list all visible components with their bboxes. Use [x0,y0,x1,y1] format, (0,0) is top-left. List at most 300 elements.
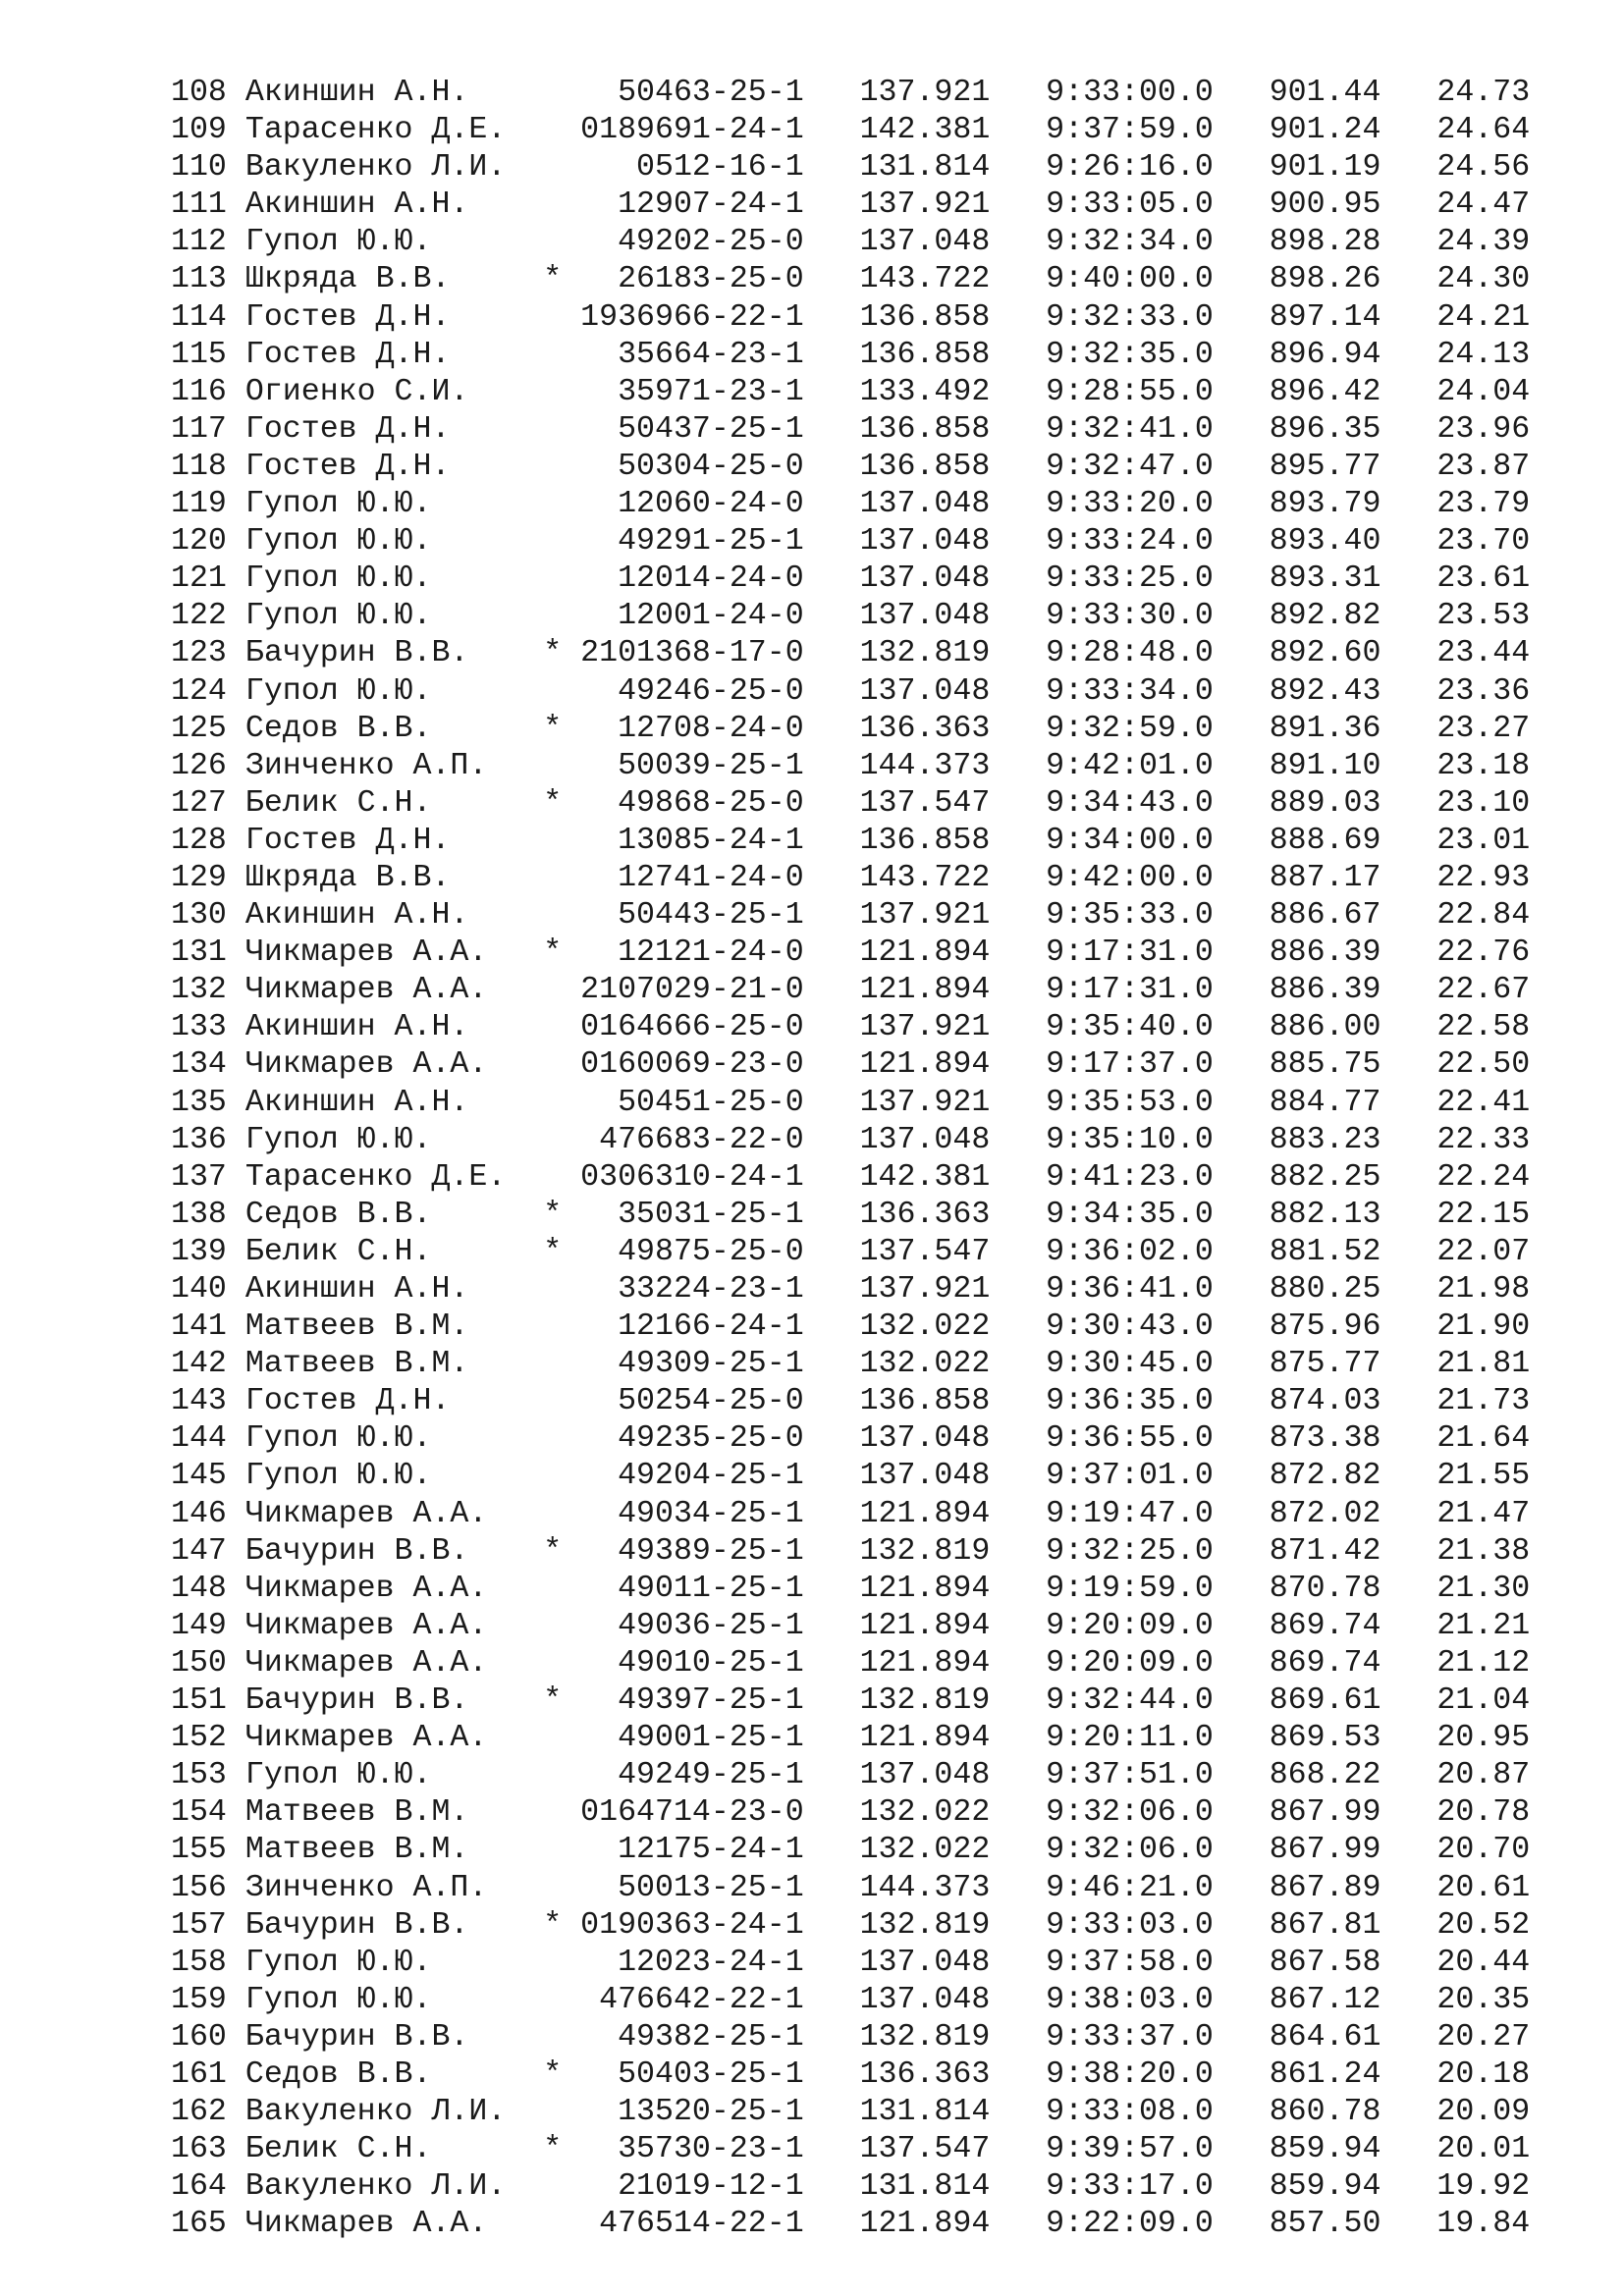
ring-number: 2107029-21-0 [580,973,804,1008]
mark [543,300,562,335]
speed: 892.43 [1269,673,1381,709]
fancier-name: Гупол Ю.Ю. [244,599,544,634]
table-row [171,112,1530,149]
points: 21.64 [1436,1421,1531,1457]
table-row [171,1085,1530,1122]
rank: 128 [171,823,227,858]
speed: 891.10 [1269,748,1381,783]
distance: 137.048 [859,561,991,597]
mark [543,487,562,521]
points: 20.44 [1436,1945,1531,1980]
rank: 154 [171,1795,227,1831]
fancier-name: Бачурин В.В. [244,1533,544,1569]
distance: 137.048 [859,1122,991,1157]
ring-number: 49036-25-1 [580,1608,804,1643]
points: 24.73 [1436,76,1531,110]
fancier-name: Вакуленко Л.И. [244,2095,544,2130]
mark [543,375,562,409]
mark [543,338,562,372]
mark [543,113,562,147]
rank: 121 [171,561,227,597]
table-row [171,1383,1530,1420]
table-row [171,1945,1530,1982]
points: 23.96 [1436,411,1531,447]
rank: 116 [171,374,227,409]
rank: 155 [171,1833,227,1868]
ring-number: 49868-25-0 [580,785,804,821]
table-row [171,1571,1530,1608]
points: 21.04 [1436,1683,1531,1719]
points: 22.58 [1436,1010,1531,1045]
mark: * [543,935,563,971]
rank: 114 [171,299,227,335]
fancier-name: Чикмарев А.А. [244,1571,544,1606]
points: 22.33 [1436,1122,1531,1157]
rank: 156 [171,1870,227,1905]
points: 21.98 [1436,1272,1531,1307]
mark [543,1421,562,1456]
arrival-time: 9:32:06.0 [1046,1833,1214,1868]
speed: 886.39 [1269,935,1381,971]
table-row [171,1907,1530,1945]
points: 24.39 [1436,225,1531,260]
arrival-time: 9:19:47.0 [1046,1496,1214,1531]
ring-number: 12175-24-1 [580,1833,804,1868]
table-row [171,711,1530,748]
speed: 887.17 [1269,860,1381,895]
distance: 131.814 [859,2169,991,2205]
fancier-name: Вакуленко Л.И. [244,150,544,186]
rank: 159 [171,1982,227,2017]
arrival-time: 9:33:05.0 [1046,187,1214,223]
distance: 137.921 [859,898,991,934]
arrival-time: 9:36:41.0 [1046,1272,1214,1307]
mark [543,1459,562,1493]
fancier-name: Тарасенко Д.Е. [244,1159,544,1195]
table-row [171,1720,1530,1757]
rank: 149 [171,1608,227,1643]
fancier-name: Гупол Ю.Ю. [244,1421,544,1457]
rank: 108 [171,76,227,110]
arrival-time: 9:20:09.0 [1046,1645,1214,1681]
arrival-time: 9:26:16.0 [1046,150,1214,186]
ring-number: 49389-25-1 [580,1533,804,1569]
table-row [171,149,1530,187]
points: 22.84 [1436,898,1531,934]
rank: 119 [171,487,227,522]
speed: 891.36 [1269,711,1381,746]
arrival-time: 9:20:11.0 [1046,1721,1214,1756]
mark [543,412,562,447]
rank: 141 [171,1309,227,1345]
distance: 137.048 [859,1945,991,1980]
speed: 896.42 [1269,374,1381,409]
ring-number: 50443-25-1 [580,898,804,934]
mark [543,1047,562,1082]
mark [543,861,562,895]
fancier-name: Чикмарев А.А. [244,973,544,1008]
rank: 157 [171,1907,227,1943]
distance: 136.858 [859,1384,991,1419]
ring-number: 12907-24-1 [580,187,804,223]
ring-number: 12741-24-0 [580,860,804,895]
points: 21.90 [1436,1309,1531,1345]
mark [543,599,562,633]
table-row [171,2206,1530,2243]
ring-number: 12001-24-0 [580,599,804,634]
points: 20.35 [1436,1982,1531,2017]
distance: 132.022 [859,1795,991,1831]
table-row [171,748,1530,785]
table-row [171,1608,1530,1645]
mark [543,973,562,1007]
points: 21.38 [1436,1533,1531,1569]
points: 21.12 [1436,1645,1531,1681]
ring-number: 12060-24-0 [580,487,804,522]
arrival-time: 9:33:08.0 [1046,2095,1214,2130]
points: 24.64 [1436,113,1531,148]
points: 23.27 [1436,711,1531,746]
speed: 892.82 [1269,599,1381,634]
table-row [171,1308,1530,1346]
speed: 896.35 [1269,411,1381,447]
speed: 901.44 [1269,76,1381,110]
distance: 137.547 [859,785,991,821]
rank: 143 [171,1384,227,1419]
ring-number: 476514-22-1 [580,2207,804,2242]
mark [543,1010,562,1044]
fancier-name: Гупол Ю.Ю. [244,561,544,597]
points: 20.61 [1436,1870,1531,1905]
table-row [171,411,1530,449]
table-row [171,1757,1530,1794]
rank: 148 [171,1571,227,1606]
arrival-time: 9:17:31.0 [1046,973,1214,1008]
table-row [171,1009,1530,1046]
speed: 895.77 [1269,449,1381,484]
distance: 137.921 [859,1085,991,1120]
mark [543,1758,562,1792]
ring-number: 35730-23-1 [580,2132,804,2167]
rank: 109 [171,113,227,148]
distance: 137.048 [859,225,991,260]
mark [543,824,562,858]
table-row [171,1832,1530,1869]
rank: 140 [171,1272,227,1307]
fancier-name: Акиншин А.Н. [244,76,544,110]
arrival-time: 9:28:55.0 [1046,374,1214,409]
speed: 874.03 [1269,1384,1381,1419]
mark [543,1497,562,1531]
speed: 869.74 [1269,1608,1381,1643]
rank: 124 [171,673,227,709]
distance: 137.547 [859,1234,991,1269]
arrival-time: 9:33:37.0 [1046,2019,1214,2055]
distance: 132.819 [859,2019,991,2055]
rank: 130 [171,898,227,934]
points: 20.27 [1436,2019,1531,2055]
table-row [171,1197,1530,1234]
fancier-name: Гостев Д.Н. [244,411,544,447]
distance: 144.373 [859,748,991,783]
speed: 867.12 [1269,1982,1381,2017]
speed: 867.81 [1269,1907,1381,1943]
mark: * [543,262,563,297]
ring-number: 0164666-25-0 [580,1010,804,1045]
distance: 143.722 [859,262,991,297]
table-row [171,598,1530,635]
mark [543,1946,562,1980]
table-row [171,1271,1530,1308]
arrival-time: 9:30:43.0 [1046,1309,1214,1345]
points: 23.53 [1436,599,1531,634]
distance: 137.048 [859,1421,991,1457]
fancier-name: Гупол Ю.Ю. [244,673,544,709]
ring-number: 49246-25-0 [580,673,804,709]
ring-number: 13520-25-1 [580,2095,804,2130]
points: 23.10 [1436,785,1531,821]
mark [543,1123,562,1157]
mark: * [543,1907,563,1943]
arrival-time: 9:42:00.0 [1046,860,1214,895]
mark [543,1309,562,1344]
rank: 110 [171,150,227,186]
table-row [171,1794,1530,1832]
distance: 131.814 [859,150,991,186]
speed: 859.94 [1269,2132,1381,2167]
points: 22.41 [1436,1085,1531,1120]
ring-number: 49034-25-1 [580,1496,804,1531]
ring-number: 12014-24-0 [580,561,804,597]
arrival-time: 9:32:06.0 [1046,1795,1214,1831]
rank: 111 [171,187,227,223]
mark: * [543,1533,563,1569]
speed: 867.58 [1269,1945,1381,1980]
mark: * [543,785,563,821]
arrival-time: 9:33:30.0 [1046,599,1214,634]
rank: 138 [171,1197,227,1232]
arrival-time: 9:34:43.0 [1046,785,1214,821]
rank: 126 [171,748,227,783]
points: 23.70 [1436,524,1531,560]
table-row [171,1458,1530,1495]
mark [543,1721,562,1755]
distance: 137.048 [859,1459,991,1494]
mark [543,187,562,222]
speed: 901.19 [1269,150,1381,186]
rank: 135 [171,1085,227,1120]
distance: 136.858 [859,823,991,858]
speed: 885.75 [1269,1047,1381,1083]
speed: 882.25 [1269,1159,1381,1195]
distance: 143.722 [859,860,991,895]
rank: 125 [171,711,227,746]
speed: 870.78 [1269,1571,1381,1606]
distance: 136.363 [859,1197,991,1232]
mark [543,898,562,933]
table-row [171,2131,1530,2168]
points: 20.18 [1436,2056,1531,2092]
rank: 160 [171,2019,227,2055]
mark [543,524,562,559]
distance: 137.921 [859,1010,991,1045]
speed: 875.96 [1269,1309,1381,1345]
fancier-name: Чикмарев А.А. [244,1721,544,1756]
rank: 132 [171,973,227,1008]
rank: 164 [171,2169,227,2205]
ring-number: 0160069-23-0 [580,1047,804,1083]
ring-number: 12023-24-1 [580,1945,804,1980]
ring-number: 50437-25-1 [580,411,804,447]
fancier-name: Бачурин В.В. [244,1907,544,1943]
mark [543,150,562,185]
speed: 875.77 [1269,1347,1381,1382]
points: 22.15 [1436,1197,1531,1232]
points: 20.87 [1436,1758,1531,1793]
ring-number: 12166-24-1 [580,1309,804,1345]
distance: 132.819 [859,1907,991,1943]
arrival-time: 9:32:41.0 [1046,411,1214,447]
ring-number: 476642-22-1 [580,1982,804,2017]
ring-number: 50451-25-0 [580,1085,804,1120]
arrival-time: 9:17:37.0 [1046,1047,1214,1083]
points: 22.50 [1436,1047,1531,1083]
distance: 136.858 [859,299,991,335]
arrival-time: 9:35:33.0 [1046,898,1214,934]
speed: 886.39 [1269,973,1381,1008]
points: 20.01 [1436,2132,1531,2167]
ring-number: 49011-25-1 [580,1571,804,1606]
mark [543,1795,562,1830]
points: 23.36 [1436,673,1531,709]
ring-number: 50013-25-1 [580,1870,804,1905]
ring-number: 49397-25-1 [580,1683,804,1719]
rank: 146 [171,1496,227,1531]
speed: 857.50 [1269,2207,1381,2242]
distance: 132.022 [859,1347,991,1382]
table-row [171,1046,1530,1084]
fancier-name: Гупол Ю.Ю. [244,225,544,260]
ring-number: 13085-24-1 [580,823,804,858]
table-row [171,823,1530,860]
ring-number: 26183-25-0 [580,262,804,297]
points: 21.21 [1436,1608,1531,1643]
points: 23.01 [1436,823,1531,858]
ring-number: 50254-25-0 [580,1384,804,1419]
distance: 137.921 [859,1272,991,1307]
fancier-name: Седов В.В. [244,2056,544,2092]
arrival-time: 9:36:02.0 [1046,1234,1214,1269]
table-row [171,1533,1530,1571]
arrival-time: 9:22:09.0 [1046,2207,1214,2242]
fancier-name: Гупол Ю.Ю. [244,1982,544,2017]
mark [543,225,562,259]
speed: 881.52 [1269,1234,1381,1269]
points: 21.55 [1436,1459,1531,1494]
ring-number: 0164714-23-0 [580,1795,804,1831]
mark: * [543,1234,563,1269]
points: 22.24 [1436,1159,1531,1195]
table-row [171,1982,1530,2019]
rank: 158 [171,1945,227,1980]
speed: 861.24 [1269,2056,1381,2092]
speed: 871.42 [1269,1533,1381,1569]
arrival-time: 9:17:31.0 [1046,935,1214,971]
arrival-time: 9:38:03.0 [1046,1982,1214,2017]
points: 20.95 [1436,1721,1531,1756]
points: 23.79 [1436,487,1531,522]
speed: 898.26 [1269,262,1381,297]
distance: 121.894 [859,1496,991,1531]
arrival-time: 9:33:24.0 [1046,524,1214,560]
fancier-name: Белик С.Н. [244,2132,544,2167]
fancier-name: Акиншин А.Н. [244,1272,544,1307]
rank: 113 [171,262,227,297]
fancier-name: Чикмарев А.А. [244,1608,544,1643]
fancier-name: Гупол Ю.Ю. [244,1122,544,1157]
table-row [171,1159,1530,1197]
rank: 151 [171,1683,227,1719]
arrival-time: 9:34:00.0 [1046,823,1214,858]
ring-number: 35971-23-1 [580,374,804,409]
arrival-time: 9:28:48.0 [1046,636,1214,671]
fancier-name: Матвеев В.М. [244,1795,544,1831]
arrival-time: 9:32:59.0 [1046,711,1214,746]
mark [543,76,562,110]
rank: 129 [171,860,227,895]
arrival-time: 9:37:58.0 [1046,1945,1214,1980]
arrival-time: 9:36:55.0 [1046,1421,1214,1457]
table-row [171,561,1530,598]
arrival-time: 9:36:35.0 [1046,1384,1214,1419]
speed: 867.89 [1269,1870,1381,1905]
ring-number: 49235-25-0 [580,1421,804,1457]
table-row [171,897,1530,934]
distance: 137.048 [859,1758,991,1793]
arrival-time: 9:35:40.0 [1046,1010,1214,1045]
fancier-name: Седов В.В. [244,1197,544,1232]
ring-number: 49875-25-0 [580,1234,804,1269]
fancier-name: Тарасенко Д.Е. [244,113,544,148]
arrival-time: 9:32:34.0 [1046,225,1214,260]
fancier-name: Чикмарев А.А. [244,1645,544,1681]
distance: 137.048 [859,524,991,560]
mark [543,2095,562,2129]
arrival-time: 9:34:35.0 [1046,1197,1214,1232]
arrival-time: 9:30:45.0 [1046,1347,1214,1382]
rank: 144 [171,1421,227,1457]
fancier-name: Акиншин А.Н. [244,1085,544,1120]
speed: 872.82 [1269,1459,1381,1494]
mark [543,561,562,596]
distance: 133.492 [859,374,991,409]
ring-number: 49010-25-1 [580,1645,804,1681]
ring-number: 0189691-24-1 [580,113,804,148]
points: 20.70 [1436,1833,1531,1868]
rank: 163 [171,2132,227,2167]
mark [543,2020,562,2055]
speed: 869.53 [1269,1721,1381,1756]
points: 24.47 [1436,187,1531,223]
table-row [171,635,1530,672]
rank: 118 [171,449,227,484]
distance: 121.894 [859,1721,991,1756]
speed: 901.24 [1269,113,1381,148]
arrival-time: 9:32:25.0 [1046,1533,1214,1569]
table-row [171,75,1530,112]
table-row [171,449,1530,486]
ring-number: 50039-25-1 [580,748,804,783]
